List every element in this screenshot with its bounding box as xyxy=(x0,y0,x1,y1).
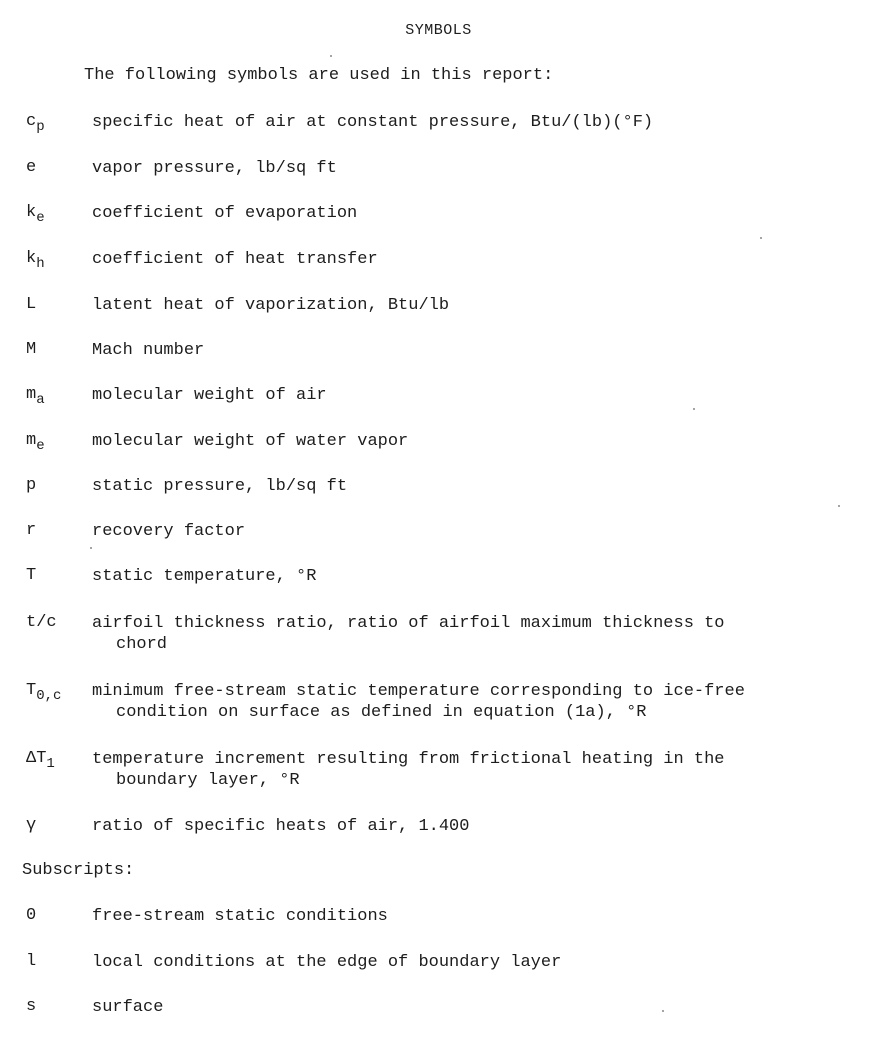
symbol: $k_e$ xyxy=(26,203,45,226)
symbol-definition: coefficient of heat transfer xyxy=(92,250,378,269)
symbol: $T_{0,c}$ xyxy=(26,681,62,704)
symbol-definition: static pressure, lb/sq ft xyxy=(92,477,348,496)
symbol: $k_h$ xyxy=(26,249,45,272)
subscript-definition: local conditions at the edge of boundary layer xyxy=(92,953,562,972)
symbol: γ xyxy=(26,816,37,835)
symbol-definition: temperature increment resulting from frictional heating in the boundary layer, °R xyxy=(92,750,725,790)
subscript-symbol: 0 xyxy=(26,906,37,925)
symbol-definition: molecular weight of air xyxy=(92,386,327,405)
symbol: M xyxy=(26,340,37,359)
symbol-definition: latent heat of vaporization, Btu/lb xyxy=(92,296,450,315)
symbol: t/c xyxy=(26,613,57,632)
symbol: r xyxy=(26,521,37,540)
symbol-definition: static temperature, °R xyxy=(92,567,317,586)
symbol-definition: vapor pressure, lb/sq ft xyxy=(92,159,337,178)
symbol-definition: specific heat of air at constant pressure, Btu/(lb)(°F) xyxy=(92,113,654,132)
symbol-definition: airfoil thickness ratio, ratio of airfoil maximum thickness to chord xyxy=(92,614,725,654)
symbol: $m_a$ xyxy=(26,385,45,408)
scan-speck xyxy=(330,55,332,57)
intro-text: The following symbols are used in this report: xyxy=(84,66,554,85)
symbol: $c_p$ xyxy=(26,112,45,135)
scan-speck xyxy=(662,1010,664,1012)
scan-speck xyxy=(838,505,840,507)
symbol-definition: ratio of specific heats of air, 1.400 xyxy=(92,817,470,836)
symbol: $\Delta T_1$ xyxy=(26,749,55,772)
subscript-definition: surface xyxy=(92,998,164,1017)
symbol: e xyxy=(26,158,37,177)
symbol-definition: coefficient of evaporation xyxy=(92,204,358,223)
symbol: p xyxy=(26,476,37,495)
page-title: SYMBOLS xyxy=(405,22,472,39)
subscript-definition: free-stream static conditions xyxy=(92,907,388,926)
subscript-symbol: s xyxy=(26,997,37,1016)
scan-speck xyxy=(760,237,762,239)
scan-speck xyxy=(90,547,92,549)
subscript-symbol: l xyxy=(26,952,37,971)
symbol-definition: molecular weight of water vapor xyxy=(92,432,409,451)
symbol: T xyxy=(26,566,37,585)
symbol-definition: Mach number xyxy=(92,341,205,360)
subscripts-heading: Subscripts: xyxy=(22,861,135,880)
symbol: L xyxy=(26,295,37,314)
scan-speck xyxy=(693,408,695,410)
symbol-definition: minimum free-stream static temperature corresponding to ice-free condition on surface as defined in equation (1a), °R xyxy=(92,682,745,722)
symbol: $m_e$ xyxy=(26,431,45,454)
symbol-definition: recovery factor xyxy=(92,522,246,541)
